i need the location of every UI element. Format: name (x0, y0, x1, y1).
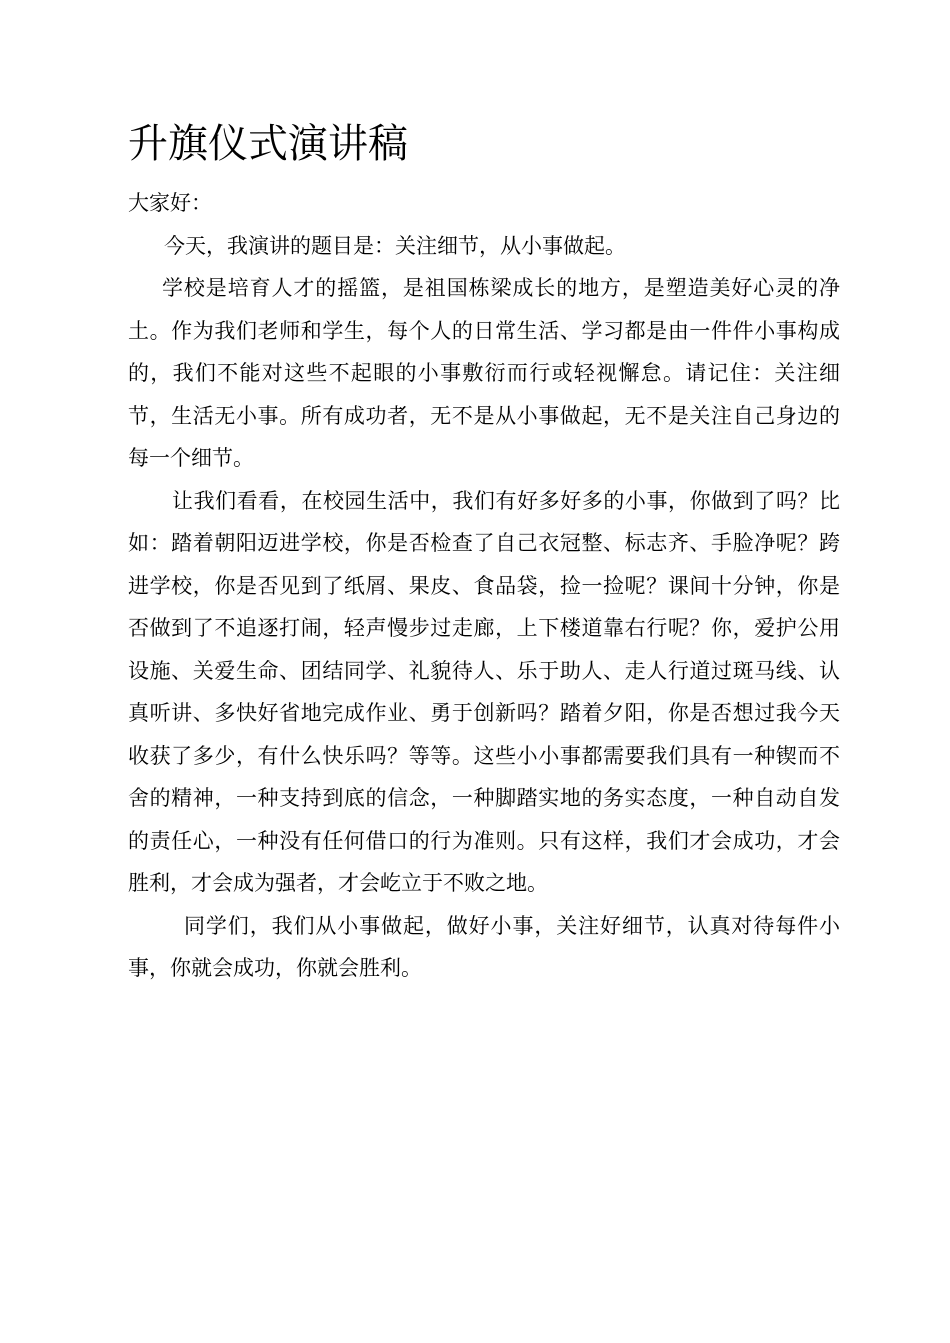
school-paragraph: 学校是培育人才的摇篮，是祖国栋梁成长的地方，是塑造美好心灵的净土。作为我们老师和学生，每个人的日常生活、学习都是由一件件小事构成的，我们不能对这些不起眼的小事敷衍而行或轻视懈怠。请记住：关注细节，生活无小事。所有成功者，无不是从小事做起，无不是关注自己身边的每一个细节。 (128, 276, 840, 470)
document-title: 升旗仪式演讲稿 (128, 121, 408, 167)
campus-life-paragraph: 让我们看看，在校园生活中，我们有好多好多的小事，你做到了吗？比如：踏着朝阳迈进学校，你是否检查了自己衣冠整、标志齐、手脸净呢？跨进学校，你是否见到了纸屑、果皮、食品袋，捡一捡呢？课间十分钟，你是否做到了不追逐打闹，轻声慢步过走廊，上下楼道靠右行呢？你，爱护公用设施、关爱生命、团结同学、礼貌待人、乐于助人、走人行道过斑马线、认真听讲、多快好省地完成作业、勇于创新吗？踏着夕阳，你是否想过我今天收获了多少，有什么快乐吗？等等。这些小小事都需要我们具有一种锲而不舍的精神，一种支持到底的信念，一种脚踏实地的务实态度，一种自动自发的责任心，一种没有任何借口的行为准则。只有这样，我们才会成功，才会胜利，才会成为强者，才会屹立于不败之地。 (128, 488, 840, 895)
document-body (128, 182, 840, 990)
closing-paragraph: 同学们，我们从小事做起，做好小事，关注好细节，认真对待每件小事，你就会成功，你就会胜利。 (128, 913, 840, 980)
topic-paragraph: 今天，我演讲的题目是：关注细节，从小事做起。 (164, 233, 626, 258)
greeting-paragraph: 大家好： (128, 191, 212, 215)
